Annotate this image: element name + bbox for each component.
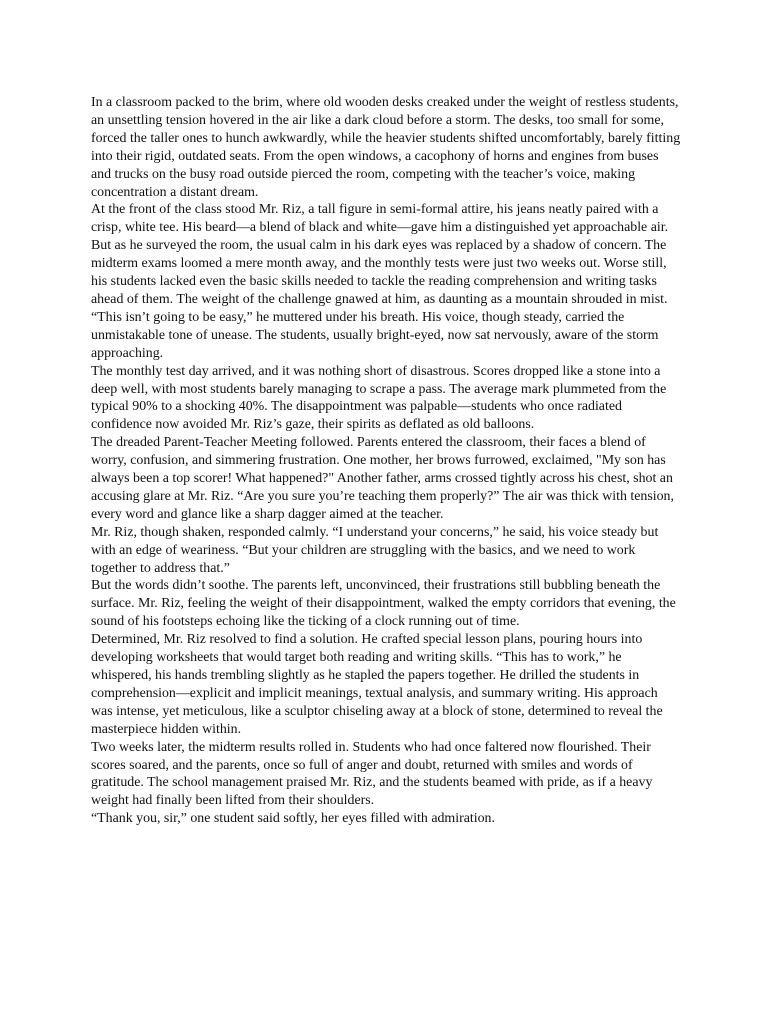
paragraph-8: Determined, Mr. Riz resolved to find a solution. He crafted special lesson plans, pouring hours into developing worksheets that would target both reading and writing skills. “This has to work,” he whispered, his hands trembling slightly as he stapled the papers together. He drilled the students in comprehension—explicit and implicit meanings, textual analysis, and summary writing. His approach was intense, yet meticulous, like a sculptor chiseling away at a block of stone, determined to reveal the masterpiece hidden within. <box>91 632 663 737</box>
paragraph-4: The monthly test day arrived, and it was nothing short of disastrous. Scores dropped like a stone into a deep well, with most students barely managing to scrape a pass. The average mark plummeted from the typical 90% to a shocking 40%. The disappointment was palpable—students who once radiated confidence now avoided Mr. Riz’s gaze, their spirits as deflated as old balloons. <box>91 363 667 433</box>
paragraph-7: But the words didn’t soothe. The parents left, unconvinced, their frustrations still bubbling beneath the surface. Mr. Riz, feeling the weight of their disappointment, walked the empty corridors that evening, the sound of his footsteps echoing like the ticking of a clock running out of time. <box>91 578 676 630</box>
paragraph-5: The dreaded Parent-Teacher Meeting followed. Parents entered the classroom, their faces a blend of worry, confusion, and simmering frustration. One mother, her brows furrowed, exclaimed, "My son has always been a top scorer! What happened?" Another father, arms crossed tightly across his chest, shot an accusing glare at Mr. Riz. “Are you sure you’re teaching them properly?” The air was thick with tension, every word and glance like a sharp dagger aimed at the teacher. <box>91 435 674 522</box>
paragraph-1: In a classroom packed to the brim, where old wooden desks creaked under the weight of restless students, an unsettling tension hovered in the air like a dark cloud before a storm. The desks, too small for some, forced the taller ones to hunch awkwardly, while the heavier students shifted uncomfortably, barely fitting into their rigid, outdated seats. From the open windows, a cacophony of horns and engines from buses and trucks on the busy road outside pierced the room, competing with the teacher’s voice, making concentration a distant dream. <box>91 95 681 200</box>
paragraph-2: At the front of the class stood Mr. Riz, a tall figure in semi-formal attire, his jeans neatly paired with a crisp, white tee. His beard—a blend of black and white—gave him a distinguished yet approachable air. But as he surveyed the room, the usual calm in his dark eyes was replaced by a shadow of concern. The midterm exams loomed a mere month away, and the monthly tests were just two weeks out. Worse still, his students lacked even the basic skills needed to tackle the reading comprehension and writing tasks ahead of them. The weight of the challenge gnawed at him, as daunting as a mountain shrouded in mist. <box>91 202 669 307</box>
paragraph-3: “This isn’t going to be easy,” he muttered under his breath. His voice, though steady, carried the unmistakable tone of unease. The students, usually bright-eyed, now sat nervously, aware of the storm approaching. <box>91 309 659 361</box>
paragraph-6: Mr. Riz, though shaken, responded calmly. “I understand your concerns,” he said, his voice steady but with an edge of weariness. “But your children are struggling with the basics, and we need to work together to address that.” <box>91 524 659 576</box>
paragraph-9: Two weeks later, the midterm results rolled in. Students who had once faltered now flourished. Their scores soared, and the parents, once so full of anger and doubt, returned with smiles and words of gratitude. The school management praised Mr. Riz, and the students beamed with pride, as if a heavy weight had finally been lifted from their shoulders. <box>91 739 653 809</box>
paragraph-10: “Thank you, sir,” one student said softly, her eyes filled with admiration. <box>91 811 495 827</box>
document-body <box>91 94 681 828</box>
